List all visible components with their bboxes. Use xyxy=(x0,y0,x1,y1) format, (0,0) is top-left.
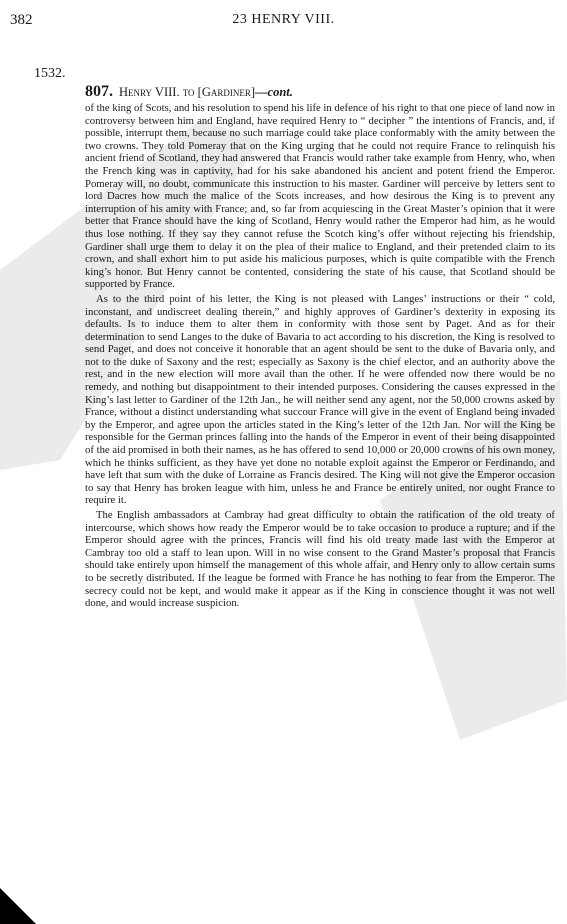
paragraph: The English ambassadors at Cambray had great difficulty to obtain the ratification of the old treaty of intercourse, which shows how ready the Emperor would be to take occasion to produce a rupture; and if the Emperor should agree with the princes, Francis will find his old treaty made last with the Emperor at Cambray too old a staff to lean upon. Will in no wise consent to the Grand Master’s proposal that Francis should take entirely upon himself the management of this whole affair, and Henry only to allow certain sums to be secretly distributed. If the league be formed with France he has nothing to fear from the Emperor. The secrecy could not be kept, and would make it appear as if the King in conscience thought it was not well done, and would increase suspicion. xyxy=(85,509,555,610)
entry-title: Henry VIII. to [Gardiner] xyxy=(119,85,256,99)
paragraph: of the king of Scots, and his resolution to spend his life in defence of his right to that one piece of land now in controversy between him and England, have required Henry to “ decipher ” the intentions of Francis, and, if possible, interrupt them, because no such marriage could take place conformably with the amity between the two crowns. They told Pomeray that on the King urging that he could not require France to relinquish his ancient friend of Scotland, they had answered that Francis would rather take example from Henry, who, when the French king was in captivity, had for his sake abandoned his ancient and potent friend the Emperor. Pomeray will, no doubt, communicate this instruction to his master. Gardiner will perceive by letters sent to lord Dacres how much the malice of the Scots increases, and how desirous the King is to prevent any interruption of his amity with France; and, so far from acquiescing in the Great Master’s opinion that it were better that France should have the king of Scotland, Henry would rather the Emperor had him, as he would thus lose nothing. If they say they cannot refuse the Scotch king’s offer without rejecting his friendship, Gardiner shall urge them to delay it on the plea of their malice to England, and their pretended claim to its crown, and shall exhort him to put aside his malicious purposes, which is quite compatible with the French king’s honor. But Henry cannot be contented, considering the state of his cause, that Scotland should be supported by France. xyxy=(85,102,555,291)
paragraph: As to the third point of his letter, the King is not pleased with Langes’ instructions or their “ cold, inconstant, and undiscreet dealing therein,” and highly approves of Gardiner’s dexterity in exposing its defaults. Is to induce them to alter them in conformity with those sent by Paget. And as for their determination to send Langes to the duke of Bavaria to act according to his discretion, the King is resolved to send Paget, and does not conceive it honorable that an agent should be sent to the duke of Bavaria only, and not to the duke of Saxony and the rest; especially as Saxony is the chief elector, and an authority above the rest, and in the new election will more avail than the other. If he were offended now there would be no remedy, and nothing but disappointment to their intended purposes. Considering the causes expressed in the King’s last letter to Gardiner of the 12th Jan., he will neither send any agent, nor the 50,000 crowns asked by France, without a distinct understanding what succour France will give in the event of England being invaded by the Emperor, and agree upon the articles stated in the King’s letter of the 12th Jan. Nor will the King be responsible for the German princes falling into the hands of the Emperor in event of their being disappointed of the aid promised in both their names, as he has offered to send 10,000 or 20,000 crowns of his own money, which he thinks sufficient, as they have yet done no notable exploit against the Emperor or Ferdinando, and have left that sum with the duke of Lorraine as Francis desired. The King will not give the Emperor occasion to say that Henry has broken league with him, unless he and France be entirely united, nor ought France to require it. xyxy=(85,292,555,507)
entry-number: 807. xyxy=(85,83,113,100)
entry-continued: —cont. xyxy=(255,85,293,99)
year-marginal: 1532. xyxy=(34,66,66,81)
running-head: 23 HENRY VIII. xyxy=(232,12,335,27)
entry-heading xyxy=(85,83,293,101)
entry-body xyxy=(85,102,555,612)
page-number: 382 xyxy=(10,12,33,28)
page-corner-mark xyxy=(0,888,36,924)
